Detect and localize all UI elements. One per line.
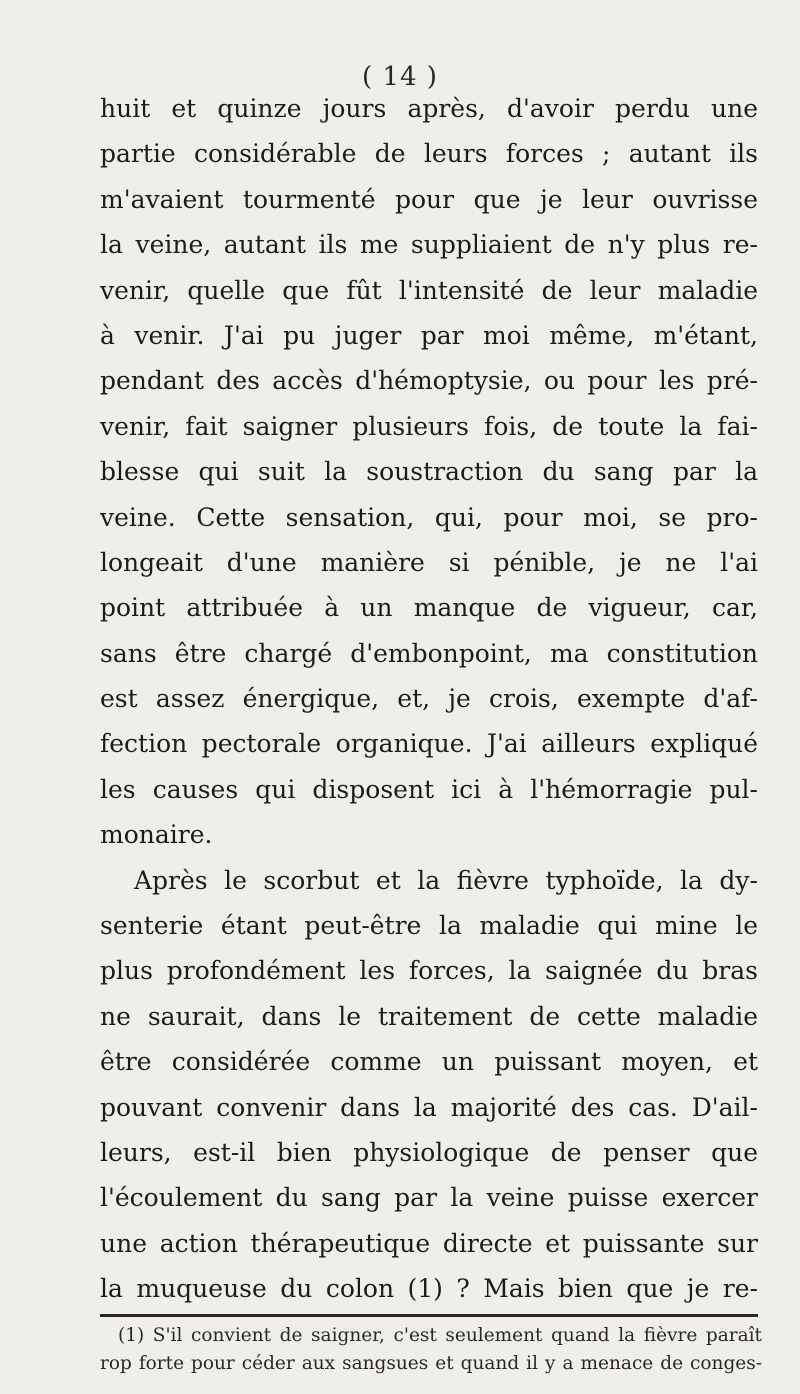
text-line: les causes qui disposent ici à l'hémorragie pul-	[100, 774, 758, 804]
footnote-line: rop forte pour céder aux sangsues et quand il y a menace de conges-	[100, 1353, 762, 1374]
text-line: senterie étant peut-être la maladie qui mine le	[100, 911, 758, 941]
text-line: la veine, autant ils me suppliaient de n'y plus re-	[100, 230, 758, 260]
text-line: blesse qui suit la soustraction du sang par la	[100, 457, 758, 487]
text-line: venir, quelle que fût l'intensité de leur maladie	[100, 275, 758, 305]
text-line: Après le scorbut et la fièvre typhoïde, la dy-	[134, 865, 758, 895]
text-line: monaire.	[100, 820, 213, 850]
body-text	[100, 86, 758, 1312]
text-line: pendant des accès d'hémoptysie, ou pour les pré-	[100, 366, 758, 396]
text-line: être considérée comme un puissant moyen, et	[100, 1047, 758, 1077]
text-line: m'avaient tourmenté pour que je leur ouvrisse	[100, 184, 758, 214]
text-line: à venir. J'ai pu juger par moi même, m'étant,	[100, 320, 758, 350]
text-line: sans être chargé d'embonpoint, ma constitution	[100, 638, 758, 668]
text-line: partie considérable de leurs forces ; autant ils	[100, 139, 758, 169]
text-line: est assez énergique, et, je crois, exempte d'af-	[100, 684, 758, 714]
text-line: fection pectorale organique. J'ai ailleurs expliqué	[100, 729, 758, 759]
text-line: la muqueuse du colon (1) ? Mais bien que je re-	[100, 1274, 758, 1304]
text-line: une action thérapeutique directe et puissante sur	[100, 1228, 758, 1258]
text-line: pouvant convenir dans la majorité des cas. D'ail-	[100, 1092, 758, 1122]
footnote	[100, 1322, 762, 1378]
footnote-divider	[100, 1314, 758, 1317]
text-line: l'écoulement du sang par la veine puisse exercer	[100, 1183, 758, 1213]
text-line: veine. Cette sensation, qui, pour moi, se pro-	[100, 502, 758, 532]
text-line: leurs, est-il bien physiologique de penser que	[100, 1137, 758, 1167]
page-number: ( 14 )	[362, 62, 438, 92]
text-line: longeait d'une manière si pénible, je ne l'ai	[100, 547, 758, 577]
text-line: huit et quinze jours après, d'avoir perdu une	[100, 94, 758, 123]
footnote-line: (1) S'il convient de saigner, c'est seulement quand la fièvre paraît	[118, 1325, 762, 1346]
text-line: plus profondément les forces, la saignée du bras	[100, 956, 758, 986]
text-line: point attribuée à un manque de vigueur, car,	[100, 593, 758, 623]
text-line: venir, fait saigner plusieurs fois, de toute la fai-	[100, 411, 758, 441]
text-line: ne saurait, dans le traitement de cette maladie	[100, 1001, 758, 1031]
